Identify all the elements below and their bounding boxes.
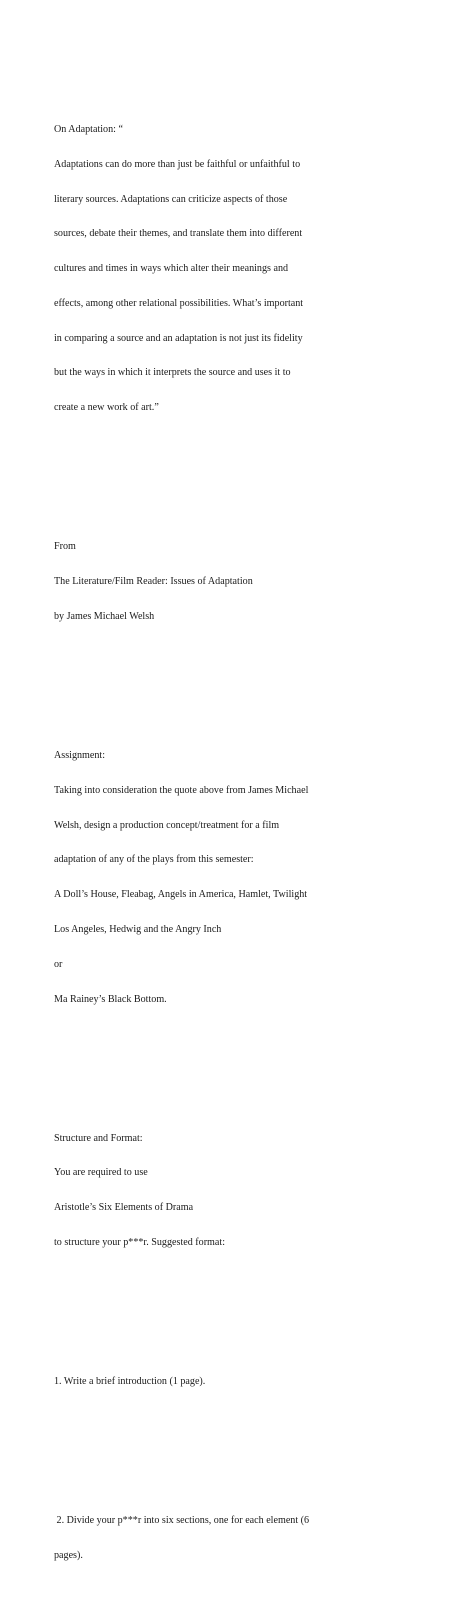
format-line: Aristotle’s Six Elements of Drama [54, 1202, 194, 1214]
paragraph-gap [54, 680, 394, 692]
assignment-plays-line: Los Angeles, Hedwig and the Angry Inch [54, 923, 222, 935]
assignment-plays-line: Ma Rainey’s Black Bottom. [54, 993, 167, 1005]
quote-line: create a new work of art.” [54, 402, 159, 414]
format-section [54, 1109, 394, 1271]
assignment-section [54, 727, 394, 1028]
source-line: From [54, 541, 76, 553]
assignment-line: Taking into consideration the quote above from James Michael [54, 784, 309, 796]
quote-line: effects, among other relational possibilities. What’s important [54, 297, 304, 309]
quote-line: literary sources. Adaptations can criticize aspects of those [54, 193, 288, 205]
step-1-line: 1. Write a brief introduction (1 page). [54, 1376, 206, 1388]
quote-line: in comparing a source and an adaptation is not just its fidelity [54, 332, 303, 344]
paragraph-gap [54, 1307, 394, 1319]
quote-line: Adaptations can do more than just be faithful or unfaithful to [54, 158, 301, 170]
paragraph-gap [54, 1063, 394, 1075]
assignment-plays-line: A Doll’s House, Fleabag, Angels in America, Hamlet, Twilight [54, 889, 308, 901]
source-title-line: The Literature/Film Reader: Issues of Adaptation [54, 576, 253, 588]
paragraph-gap [54, 472, 394, 484]
format-line: to structure your p***r. Suggested format: [54, 1236, 226, 1248]
format-line: You are required to use [54, 1167, 148, 1179]
assignment-line: Welsh, design a production concept/treatment for a film [54, 819, 280, 831]
format-heading: Structure and Format: [54, 1132, 143, 1144]
step-2-line: 2. Divide your p***r into six sections, one for each element (6 [54, 1515, 310, 1527]
quote-line: but the ways in which it interprets the source and uses it to [54, 367, 291, 379]
paragraph-gap [54, 1446, 394, 1458]
assignment-heading: Assignment: [54, 750, 106, 762]
quote-line: cultures and times in ways which alter their meanings and [54, 263, 289, 275]
quote-line: sources, debate their themes, and translate them into different [54, 228, 303, 240]
source-section [54, 518, 394, 646]
assignment-line: adaptation of any of the plays from this semester: [54, 854, 254, 866]
quote-section [54, 101, 394, 437]
document-body [54, 66, 394, 1620]
step-2 [54, 1492, 394, 1585]
assignment-line: or [54, 958, 63, 970]
step-2-line: pages). [54, 1550, 83, 1561]
quote-heading-line: On Adaptation: “ [54, 123, 123, 135]
step-1 [54, 1353, 394, 1411]
source-author-line: by James Michael Welsh [54, 610, 155, 622]
